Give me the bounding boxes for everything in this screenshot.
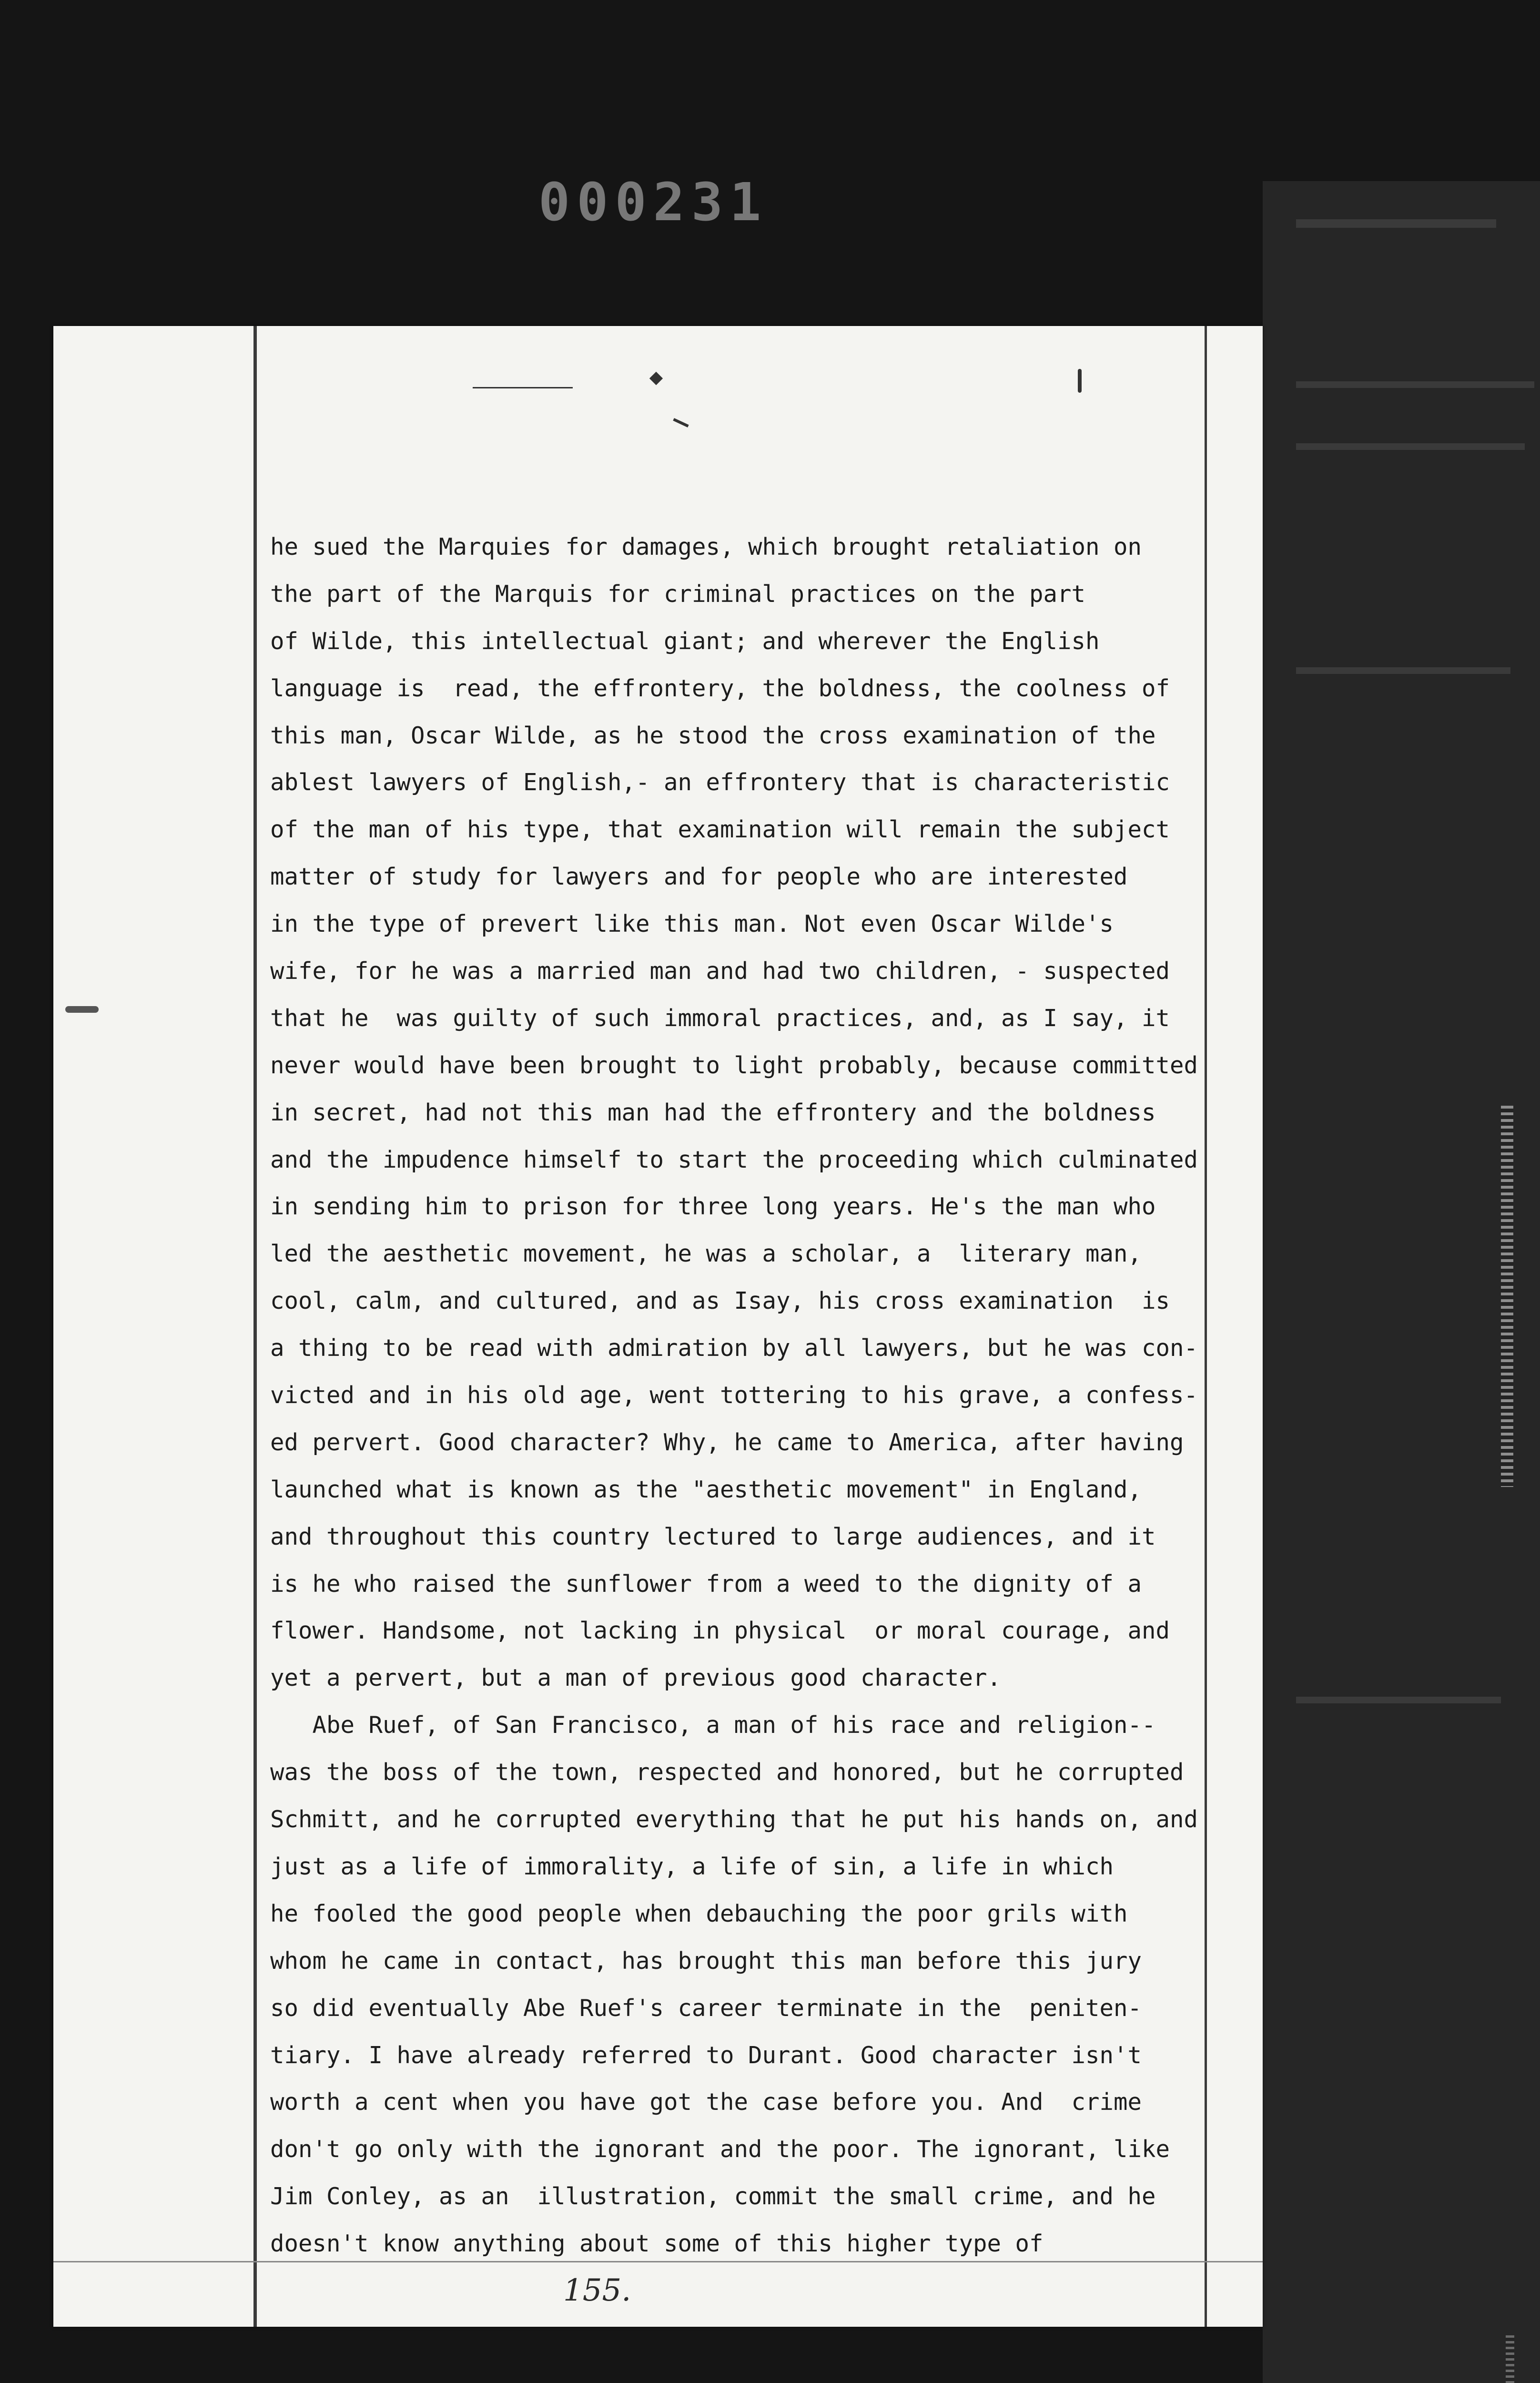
text-line: was the boss of the town, respected and honored, but he corrupted: [270, 1759, 1184, 1786]
page-number: 155.: [563, 2273, 631, 2308]
text-line: and the impudence himself to start the proceeding which culminated: [270, 1146, 1198, 1173]
text-line: he sued the Marquies for damages, which brought retaliation on: [270, 533, 1142, 560]
pen-mark: [649, 372, 663, 385]
pen-mark: [473, 387, 573, 388]
text-line: a thing to be read with admiration by all lawyers, but he was con-: [270, 1334, 1198, 1362]
text-line: whom he came in contact, has brought this man before this jury: [270, 1947, 1142, 1975]
transcript-text: [270, 524, 1214, 2268]
text-line: ed pervert. Good character? Why, he came to America, after having: [270, 1428, 1184, 1456]
bleed-mark: [1296, 381, 1534, 388]
text-line: Schmitt, and he corrupted everything that he put his hands on, and: [270, 1806, 1198, 1833]
text-line: launched what is known as the "aesthetic movement" in England,: [270, 1476, 1142, 1503]
edge-perforation: [1501, 1106, 1513, 1487]
bleed-mark: [1296, 1697, 1501, 1703]
pen-mark: [1078, 369, 1082, 393]
text-line: of the man of his type, that examination will remain the subject: [270, 816, 1170, 844]
text-line: in sending him to prison for three long years. He's the man who: [270, 1193, 1156, 1221]
text-line: so did eventually Abe Ruef's career terminate in the peniten-: [270, 1994, 1142, 2022]
text-line: never would have been brought to light probably, because committed: [270, 1051, 1198, 1079]
text-line: tiary. I have already referred to Durant. Good character isn't: [270, 2041, 1142, 2069]
text-line: Jim Conley, as an illustration, commit the small crime, and he: [270, 2183, 1156, 2210]
typed-page: [53, 326, 1263, 2327]
text-line: cool, calm, and cultured, and as Isay, his cross examination is: [270, 1287, 1170, 1315]
text-line: the part of the Marquis for criminal practices on the part: [270, 580, 1086, 608]
text-line: he fooled the good people when debauching the poor grils with: [270, 1900, 1128, 1927]
text-line: victed and in his old age, went tottering to his grave, a confess-: [270, 1382, 1198, 1409]
text-line: Abe Ruef, of San Francisco, a man of his race and religion--: [270, 1711, 1156, 1739]
text-line: led the aesthetic movement, he was a scholar, a literary man,: [270, 1240, 1142, 1268]
text-line: ablest lawyers of English,- an effrontery that is characteristic: [270, 769, 1170, 796]
text-line: flower. Handsome, not lacking in physical or moral courage, and: [270, 1617, 1170, 1645]
text-line: matter of study for lawyers and for people who are interested: [270, 863, 1128, 891]
pen-mark: [673, 418, 689, 428]
text-line: don't go only with the ignorant and the poor. The ignorant, like: [270, 2136, 1170, 2163]
text-line: this man, Oscar Wilde, as he stood the cross examination of the: [270, 722, 1156, 749]
text-line: in the type of prevert like this man. Not even Oscar Wilde's: [270, 910, 1114, 938]
left-margin-rule: [253, 326, 257, 2327]
text-line: language is read, the effrontery, the boldness, the coolness of: [270, 674, 1170, 702]
text-line: just as a life of immorality, a life of sin, a life in which: [270, 1853, 1114, 1880]
bleed-mark: [1296, 443, 1525, 450]
text-line: in secret, had not this man had the effrontery and the boldness: [270, 1099, 1156, 1126]
text-line: of Wilde, this intellectual giant; and wherever the English: [270, 627, 1100, 655]
underlying-page: [1263, 181, 1540, 2383]
text-line: that he was guilty of such immoral practices, and, as I say, it: [270, 1004, 1170, 1032]
text-line: doesn't know anything about some of this higher type of: [270, 2230, 1044, 2258]
edge-perforation: [1506, 2335, 1514, 2383]
text-line: wife, for he was a married man and had two children, - suspected: [270, 957, 1170, 985]
text-line: is he who raised the sunflower from a weed to the dignity of a: [270, 1570, 1142, 1598]
pen-mark: [65, 1006, 99, 1013]
bleed-mark: [1296, 667, 1510, 674]
page-stamp: 000231: [538, 172, 768, 233]
bleed-mark: [1296, 219, 1496, 228]
text-line: worth a cent when you have got the case before you. And crime: [270, 2088, 1142, 2116]
text-line: and throughout this country lectured to large audiences, and it: [270, 1523, 1156, 1550]
text-line: yet a pervert, but a man of previous good character.: [270, 1664, 1002, 1692]
